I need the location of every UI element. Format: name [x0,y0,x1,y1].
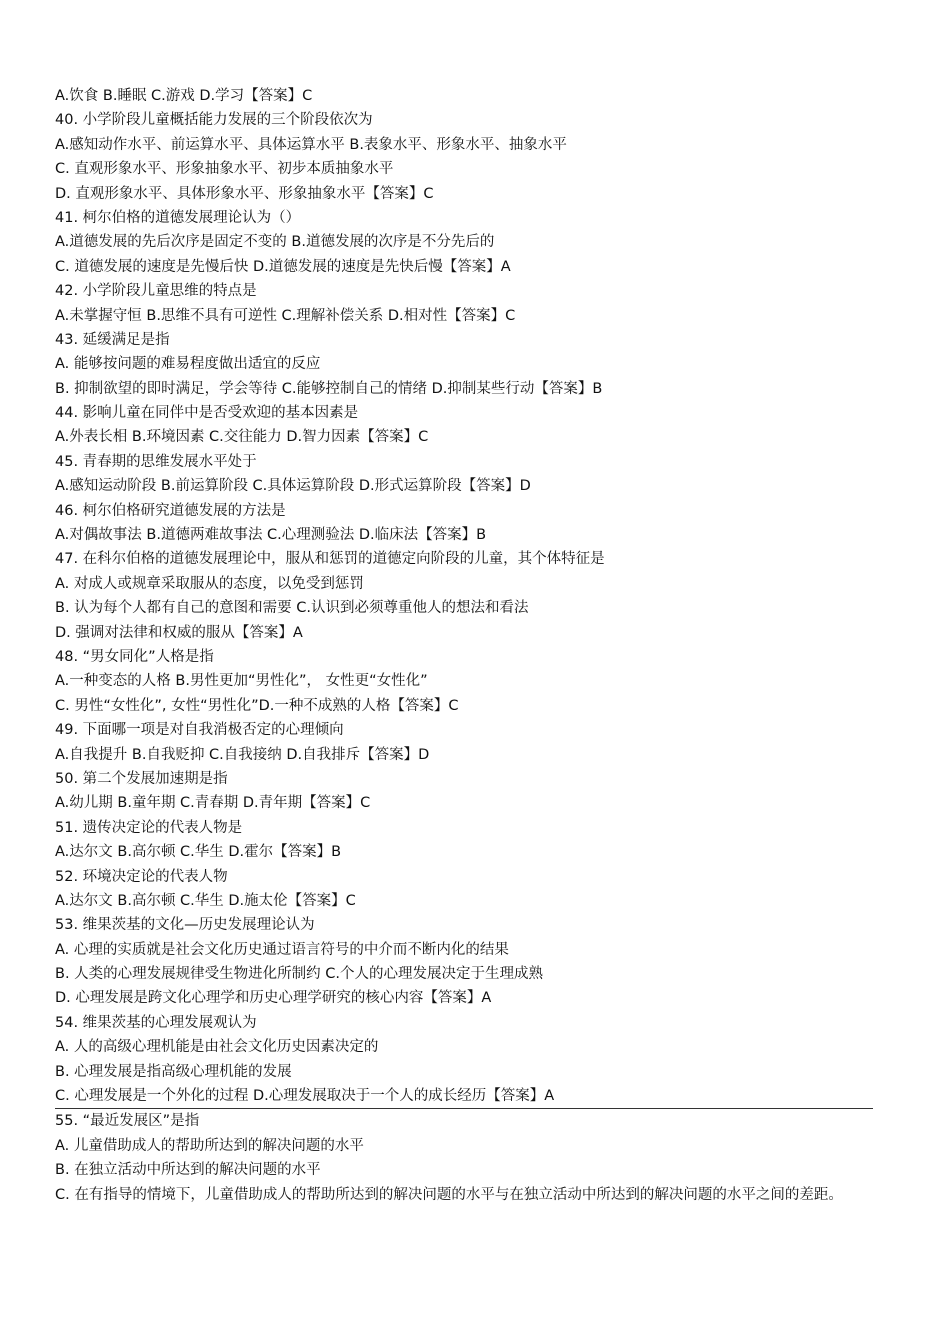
text-line: 51. 遗传决定论的代表人物是 [55,819,243,836]
text-line: 54. 维果茨基的心理发展观认为 [55,1014,257,1031]
text-line: A.感知动作水平、前运算水平、具体运算水平 B.表象水平、形象水平、抽象水平 [55,136,567,153]
text-line: A.道德发展的先后次序是固定不变的 B.道德发展的次序是不分先后的 [55,234,495,251]
text-line: 53. 维果茨基的文化—历史发展理论认为 [55,917,315,934]
question-55-lines [55,1109,875,1182]
text-line: A.达尔文 B.高尔顿 C.华生 D.施太伦【答案】C [55,892,356,909]
text-line: D. 强调对法律和权威的服从【答案】A [55,624,303,641]
text-line: A. 人的高级心理机能是由社会文化历史因素决定的 [55,1039,379,1056]
text-line: 40. 小学阶段儿童概括能力发展的三个阶段依次为 [55,112,373,129]
text-line: C. 道德发展的速度是先慢后快 D.道德发展的速度是先快后慢【答案】A [55,258,511,275]
text-line: 50. 第二个发展加速期是指 [55,770,228,787]
document-page [55,84,875,1207]
text-line: 44. 影响儿童在同伴中是否受欢迎的基本因素是 [55,405,359,422]
text-line: A.对偶故事法 B.道德两难故事法 C.心理测验法 D.临床法【答案】B [55,527,487,544]
text-line: A.幼儿期 B.童年期 C.青春期 D.青年期【答案】C [55,795,371,812]
text-line: C. 男性“女性化”, 女性“男性化”D.一种不成熟的人格【答案】C [55,697,459,714]
answer-c-paragraph: C. 在有指导的情境下，儿童借助成人的帮助所达到的解决问题的水平与在独立活动中所达到的解决问题的水平之间的差距。 [55,1186,843,1203]
text-line: B. 在独立活动中所达到的解决问题的水平 [55,1162,321,1179]
text-line: 48. “男女同化”人格是指 [55,648,214,665]
text-line: A.饮食 B.睡眠 C.游戏 D.学习【答案】C [55,88,313,104]
text-line: 55. “最近发展区”是指 [55,1113,200,1130]
text-line: D. 直观形象水平、具体形象水平、形象抽象水平【答案】C [55,185,434,202]
text-line: A. 心理的实质就是社会文化历史通过语言符号的中介而不断内化的结果 [55,941,509,958]
text-line: 49. 下面哪一项是对自我消极否定的心理倾向 [55,722,344,739]
question-lines [55,84,875,1108]
text-line: A. 对成人或规章采取服从的态度，以免受到惩罚 [55,575,364,592]
text-line: 43. 延缓满足是指 [55,331,170,348]
text-line: A. 能够按问题的难易程度做出适宜的反应 [55,356,321,373]
text-line: B. 抑制欲望的即时满足，学会等待 C.能够控制自己的情绪 D.抑制某些行动【答案】B [55,380,603,397]
text-line: 42. 小学阶段儿童思维的特点是 [55,283,257,300]
text-line: 46. 柯尔伯格研究道德发展的方法是 [55,502,286,519]
text-line: 41. 柯尔伯格的道德发展理论认为（） [55,209,301,226]
text-line: A.一种变态的人格 B.男性更加“男性化”， 女性更“女性化” [55,673,428,690]
text-line: 45. 青春期的思维发展水平处于 [55,453,257,470]
text-line: A.自我提升 B.自我贬抑 C.自我接纳 D.自我排斥【答案】D [55,746,430,763]
text-line: A.未掌握守恒 B.思维不具有可逆性 C.理解补偿关系 D.相对性【答案】C [55,307,516,324]
text-line: A.外表长相 B.环境因素 C.交往能力 D.智力因素【答案】C [55,429,429,446]
text-line: 52. 环境决定论的代表人物 [55,868,228,885]
text-line: C. 直观形象水平、形象抽象水平、初步本质抽象水平 [55,161,394,178]
text-line: A.达尔文 B.高尔顿 C.华生 D.霍尔【答案】B [55,844,342,861]
text-line: B. 人类的心理发展规律受生物进化所制约 C.个人的心理发展决定于生理成熟 [55,966,544,983]
text-line: B. 认为每个人都有自己的意图和需要 C.认识到必须尊重他人的想法和看法 [55,600,529,617]
text-line: B. 心理发展是指高级心理机能的发展 [55,1063,292,1080]
text-line: D. 心理发展是跨文化心理学和历史心理学研究的核心内容【答案】A [55,990,492,1007]
text-line: A.感知运动阶段 B.前运算阶段 C.具体运算阶段 D.形式运算阶段【答案】D [55,478,531,495]
text-line: A. 儿童借助成人的帮助所达到的解决问题的水平 [55,1137,364,1154]
text-line: C. 心理发展是一个外化的过程 D.心理发展取决于一个人的成长经历【答案】A [55,1088,555,1105]
text-line: 47. 在科尔伯格的道德发展理论中，服从和惩罚的道德定向阶段的儿童，其个体特征是 [55,551,605,568]
